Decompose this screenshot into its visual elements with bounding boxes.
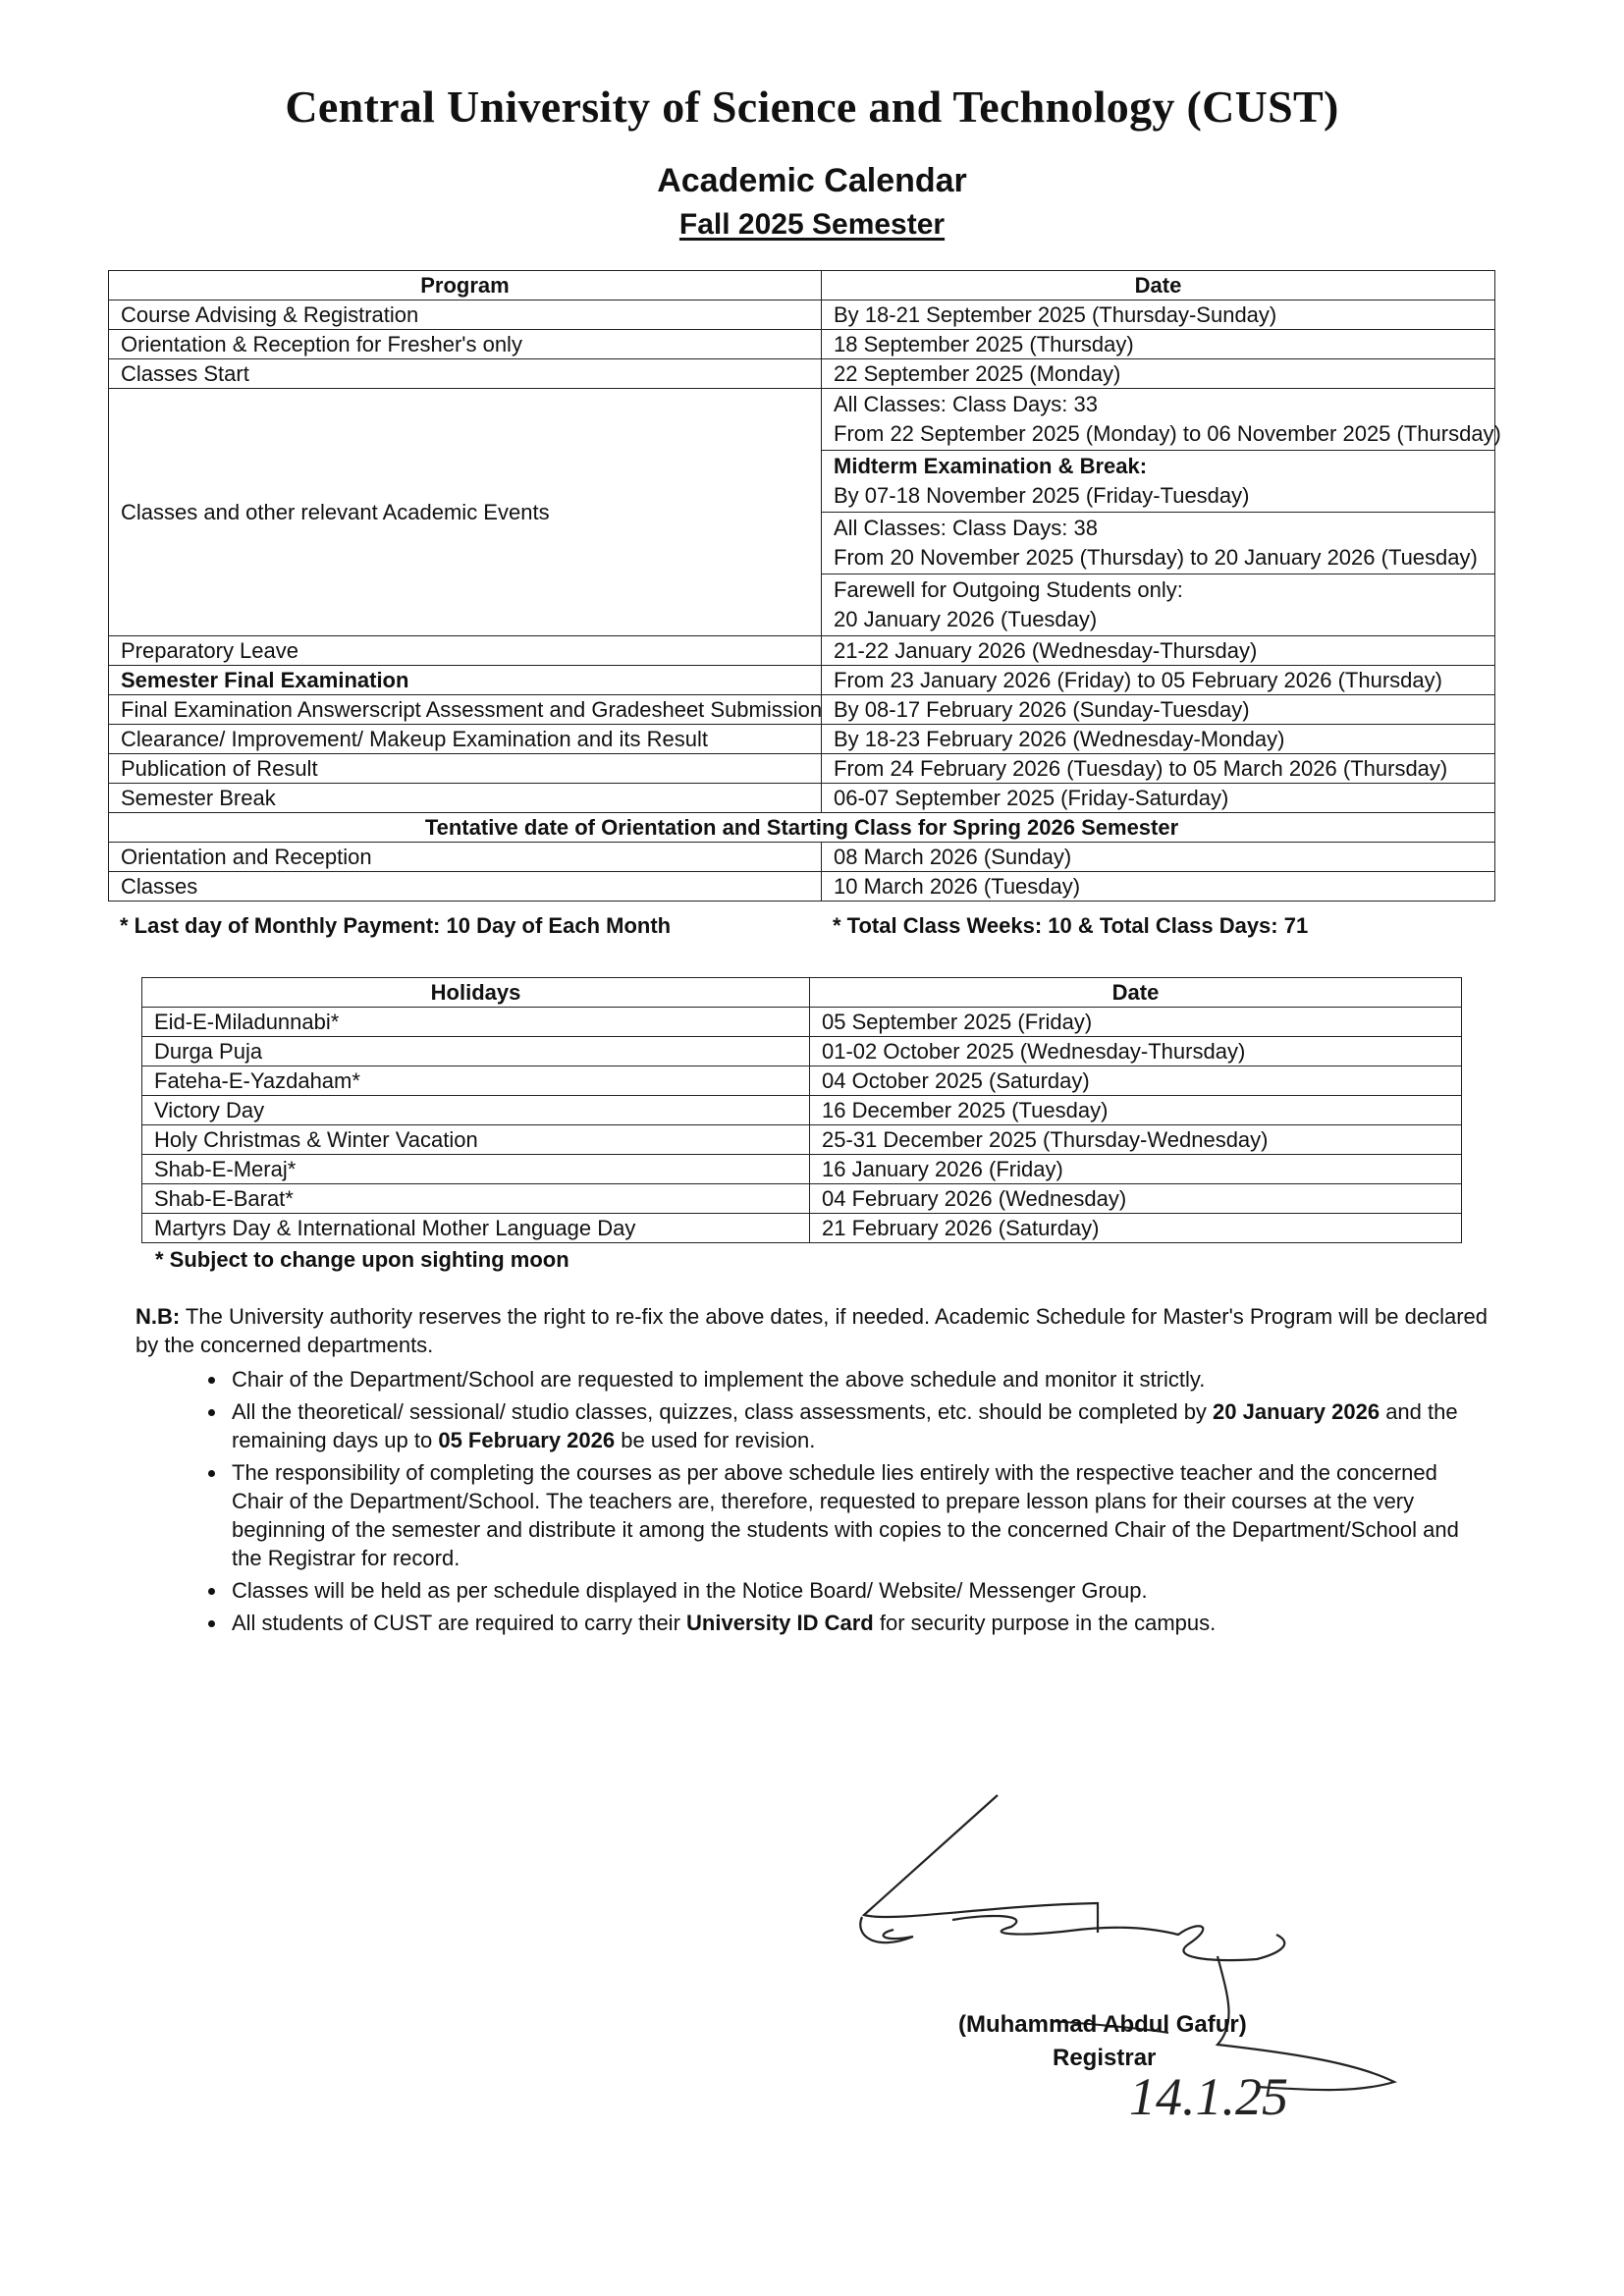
holiday-cell: Holy Christmas & Winter Vacation — [142, 1125, 810, 1155]
table-row — [142, 1096, 1462, 1125]
bullet-bold: 05 February 2026 — [438, 1428, 616, 1452]
nb-text: The University authority reserves the right to re-fix the above dates, if needed. Academic Schedule for Master's Program will be declared by the concerned departments. — [135, 1304, 1488, 1357]
table-row — [142, 1037, 1462, 1066]
table-row — [142, 1125, 1462, 1155]
holiday-cell: Victory Day — [142, 1096, 810, 1125]
event-line: From 22 September 2025 (Monday) to 06 November 2025 (Thursday) — [834, 421, 1501, 446]
semester-title-text: Fall 2025 Semester — [678, 208, 946, 241]
date-cell: 21 February 2026 (Saturday) — [810, 1214, 1462, 1243]
program-column-header: Program — [109, 271, 822, 301]
bullet-text: and the remaining days up to — [232, 1399, 1458, 1452]
event-line: All Classes: Class Days: 38 — [834, 516, 1098, 540]
holiday-cell: Shab-E-Meraj* — [142, 1155, 810, 1184]
date-cell: From 23 January 2026 (Friday) to 05 February 2026 (Thursday) — [822, 666, 1495, 695]
table-row — [109, 330, 1495, 359]
date-column-header: Date — [822, 271, 1495, 301]
table-header-row — [109, 271, 1495, 301]
table-row — [109, 666, 1495, 695]
program-cell: Preparatory Leave — [109, 636, 822, 666]
date-cell: 04 February 2026 (Wednesday) — [810, 1184, 1462, 1214]
date-cell — [822, 513, 1495, 574]
date-cell — [822, 574, 1495, 636]
bullet-bold: 20 January 2026 — [1213, 1399, 1380, 1424]
date-cell: 06-07 September 2025 (Friday-Saturday) — [822, 784, 1495, 813]
date-cell: 10 March 2026 (Tuesday) — [822, 872, 1495, 902]
date-cell: By 18-23 February 2026 (Wednesday-Monday) — [822, 725, 1495, 754]
table-header-row — [142, 978, 1462, 1008]
date-cell: By 08-17 February 2026 (Sunday-Tuesday) — [822, 695, 1495, 725]
calendar-title: Academic Calendar — [657, 162, 967, 199]
holidays-column-header: Holidays — [142, 978, 810, 1008]
table-row — [109, 636, 1495, 666]
list-item: • Chair of the Department/School are requested to implement the above schedule and monitor it strictly. — [228, 1365, 1489, 1394]
table-row — [109, 754, 1495, 784]
program-cell: Final Examination Answerscript Assessment and Gradesheet Submission — [109, 695, 822, 725]
table-row — [142, 1214, 1462, 1243]
program-table — [108, 270, 1501, 902]
table-row — [109, 301, 1495, 330]
date-cell: 16 December 2025 (Tuesday) — [810, 1096, 1462, 1125]
table-row — [109, 695, 1495, 725]
date-cell: 04 October 2025 (Saturday) — [810, 1066, 1462, 1096]
holiday-table — [141, 977, 1462, 1243]
date-column-header: Date — [810, 978, 1462, 1008]
list-item — [228, 1397, 1489, 1454]
nb-list — [135, 1365, 1489, 1637]
university-title: Central University of Science and Technology (CUST) — [285, 82, 1339, 132]
table-row — [142, 1008, 1462, 1037]
table-row — [109, 872, 1495, 902]
event-line: Midterm Examination & Break: — [834, 454, 1148, 478]
holiday-cell: Fateha-E-Yazdaham* — [142, 1066, 810, 1096]
table-row — [109, 843, 1495, 872]
tentative-heading-row — [109, 813, 1495, 843]
moon-sighting-note: * Subject to change upon sighting moon — [155, 1247, 569, 1272]
list-item — [228, 1609, 1489, 1637]
list-item: • The responsibility of completing the courses as per above schedule lies entirely with the respective teacher and the concerned Chair of the Department/School. The teachers are, therefore, requested to prepare lesson plans for their courses at the very beginning of the semester and distribute it among the students with copies to the concerned Chair of the Department/School and the Registrar for record. — [228, 1458, 1489, 1572]
date-cell: 08 March 2026 (Sunday) — [822, 843, 1495, 872]
date-cell — [822, 451, 1495, 513]
date-cell: From 24 February 2026 (Tuesday) to 05 March 2026 (Thursday) — [822, 754, 1495, 784]
bullet-bold: University ID Card — [686, 1611, 874, 1635]
bullet-text: for security purpose in the campus. — [873, 1611, 1217, 1635]
table-row — [109, 725, 1495, 754]
program-cell: Semester Final Examination — [109, 666, 822, 695]
date-cell — [822, 389, 1501, 451]
program-cell: Course Advising & Registration — [109, 301, 822, 330]
table-row — [109, 359, 1495, 389]
payment-note: * Last day of Monthly Payment: 10 Day of Each Month — [120, 913, 672, 938]
event-line: 20 January 2026 (Tuesday) — [834, 607, 1098, 631]
list-item: • Classes will be held as per schedule displayed in the Notice Board/ Website/ Messenger Group. — [228, 1576, 1489, 1605]
bullet-text: All students of CUST are required to carry their — [232, 1611, 687, 1635]
program-cell: Classes — [109, 872, 822, 902]
program-cell: Orientation and Reception — [109, 843, 822, 872]
program-cell: Classes Start — [109, 359, 822, 389]
bullet-text: be used for revision. — [615, 1428, 816, 1452]
program-cell: Semester Break — [109, 784, 822, 813]
date-cell: 01-02 October 2025 (Wednesday-Thursday) — [810, 1037, 1462, 1066]
nb-label: N.B: — [135, 1304, 181, 1329]
semester-title — [0, 208, 1624, 242]
event-line: Farewell for Outgoing Students only: — [834, 577, 1183, 602]
table-row — [142, 1155, 1462, 1184]
event-line: From 20 November 2025 (Thursday) to 20 January 2026 (Tuesday) — [834, 545, 1478, 570]
date-cell: 05 September 2025 (Friday) — [810, 1008, 1462, 1037]
event-line: By 07-18 November 2025 (Friday-Tuesday) — [834, 483, 1250, 508]
bullet-text: All the theoretical/ sessional/ studio classes, quizzes, class assessments, etc. should be completed by — [232, 1399, 1214, 1424]
registrar-name: (Muhammad Abdul Gafur) — [958, 2011, 1247, 2038]
date-cell: 25-31 December 2025 (Thursday-Wednesday) — [810, 1125, 1462, 1155]
holiday-cell: Eid-E-Miladunnabi* — [142, 1008, 810, 1037]
date-cell: 22 September 2025 (Monday) — [822, 359, 1495, 389]
academic-events-cell: Classes and other relevant Academic Events — [109, 389, 822, 636]
nb-paragraph — [135, 1302, 1489, 1359]
handwritten-date-text: 14.1.25 — [1129, 2067, 1288, 2126]
holiday-cell: Shab-E-Barat* — [142, 1184, 810, 1214]
table-row — [142, 1066, 1462, 1096]
holiday-cell: Martyrs Day & International Mother Language Day — [142, 1214, 810, 1243]
handwritten-date — [1119, 2057, 1375, 2136]
holiday-cell: Durga Puja — [142, 1037, 810, 1066]
table-row — [142, 1184, 1462, 1214]
table-row — [109, 389, 1495, 451]
class-weeks-note: * Total Class Weeks: 10 & Total Class Days: 71 — [833, 913, 1309, 938]
table-row — [109, 784, 1495, 813]
date-cell: By 18-21 September 2025 (Thursday-Sunday) — [822, 301, 1495, 330]
program-cell: Clearance/ Improvement/ Makeup Examination and its Result — [109, 725, 822, 754]
program-cell: Orientation & Reception for Fresher's only — [109, 330, 822, 359]
registrar-title: Registrar — [1053, 2045, 1157, 2071]
nb-section — [135, 1302, 1489, 1641]
program-cell: Publication of Result — [109, 754, 822, 784]
date-cell: 21-22 January 2026 (Wednesday-Thursday) — [822, 636, 1495, 666]
date-cell: 18 September 2025 (Thursday) — [822, 330, 1495, 359]
tentative-heading: Tentative date of Orientation and Starting Class for Spring 2026 Semester — [109, 813, 1495, 843]
date-cell: 16 January 2026 (Friday) — [810, 1155, 1462, 1184]
event-line: All Classes: Class Days: 33 — [834, 392, 1098, 416]
